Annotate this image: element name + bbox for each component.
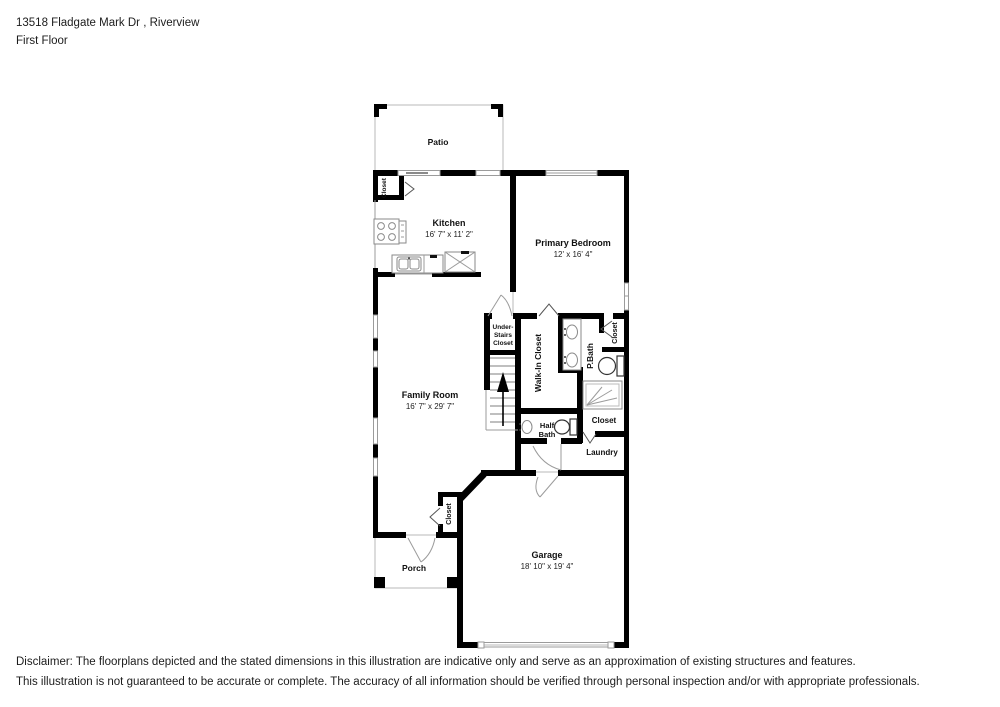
kitchen-dims: 16' 7" x 11' 2" — [425, 230, 473, 239]
walk-in-closet-label: Walk-In Closet — [533, 333, 543, 393]
hall-closet-label: Closet — [591, 416, 617, 425]
garage-entry-door-arc — [536, 476, 558, 497]
front-door-arc — [408, 538, 435, 562]
porch-outline — [374, 535, 458, 588]
laundry-hall-door-arc — [533, 444, 561, 470]
disclaimer — [16, 652, 920, 692]
p-bath-closet-label: Closet — [612, 322, 619, 344]
porch-label: Porch — [401, 563, 427, 573]
primary-bedroom-dims: 12' x 16' 4" — [553, 250, 593, 259]
family-room-dims: 16' 7" x 29' 7" — [405, 402, 455, 411]
halfbath-toilet-icon — [555, 419, 578, 435]
shower-icon — [583, 381, 622, 409]
half-bath-line1: Half — [539, 421, 555, 430]
disclaimer-line1: Disclaimer: The floorplans depicted and the stated dimensions in this illustration are indicative only and serve as an approximation of existing structures and features. — [16, 656, 856, 668]
garage-door — [478, 642, 614, 648]
patio-slider-window — [398, 171, 440, 176]
kitchen-closet-label: Closet — [381, 178, 388, 198]
kitchen-island-icon — [445, 251, 475, 272]
stairs-up-arrow-icon — [497, 372, 509, 426]
under-stairs-closet-line3: Closet — [493, 340, 513, 347]
stairs — [486, 358, 518, 430]
bedroom-right-window — [625, 283, 629, 310]
bedroom-top-window — [546, 171, 597, 176]
patio-label: Patio — [427, 137, 449, 147]
disclaimer-line2: This illustration is not guaranteed to be accurate or complete. The accuracy of all information should be verified through personal inspection and/or with appropriate professionals. — [16, 676, 920, 688]
floor-line: First Floor — [16, 35, 68, 47]
p-bath-label: P.Bath — [585, 343, 595, 369]
kitchen-label: Kitchen — [432, 218, 466, 228]
address-line: 13518 Fladgate Mark Dr , Riverview — [16, 17, 200, 29]
bedroom-door-chevron — [539, 304, 559, 316]
garage-label: Garage — [531, 550, 563, 560]
family-room-label: Family Room — [401, 390, 459, 400]
under-stairs-closet-line2: Stairs — [493, 332, 513, 339]
stove-icon — [374, 219, 406, 244]
understairs-closet-door-arc — [488, 295, 512, 316]
laundry-label: Laundry — [586, 448, 618, 457]
primary-bedroom-label: Primary Bedroom — [535, 238, 611, 248]
vanity-double-sink-icon — [563, 319, 581, 370]
half-bath-line2: Bath — [538, 430, 556, 439]
under-stairs-closet-line1: Under- — [492, 324, 514, 331]
kitchen-closet-door-chevron — [405, 182, 414, 196]
kitchen-sink-icon — [397, 257, 421, 271]
garage-dims: 18' 10" x 19' 4" — [520, 562, 574, 571]
entry-closet-door-chevron — [430, 508, 440, 526]
entry-closet-label: Closet — [446, 503, 453, 525]
laundry-closet-door-chevron — [583, 432, 596, 443]
kitchen-window — [476, 171, 500, 176]
pbath-toilet-icon — [599, 356, 625, 376]
